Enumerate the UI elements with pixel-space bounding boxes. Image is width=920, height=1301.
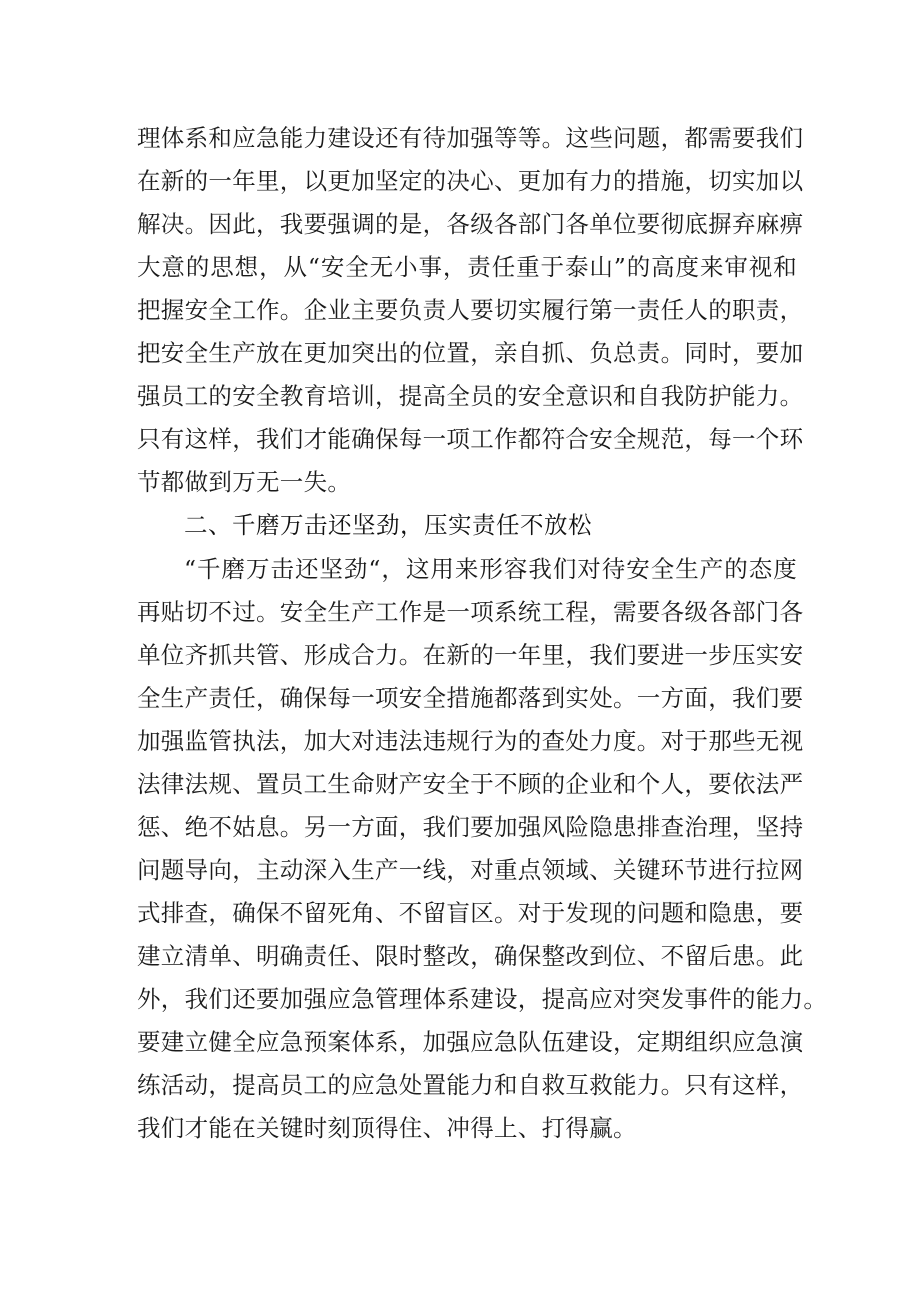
paragraph-line: 节都做到万无一失。: [137, 468, 352, 496]
paragraph-line: 单位齐抓共管、形成合力。在新的一年里，我们要进一步压实安: [137, 641, 804, 669]
paragraph-line: 外，我们还要加强应急管理体系建设，提高应对突发事件的能力。: [137, 985, 828, 1013]
paragraph-line: “千磨万击还坚劲“，这用来形容我们对待安全生产的态度: [184, 555, 797, 583]
paragraph-line: 理体系和应急能力建设还有待加强等等。这些问题，都需要我们: [137, 124, 804, 152]
paragraph-line: 在新的一年里，以更加坚定的决心、更加有力的措施，切实加以: [137, 167, 804, 195]
paragraph-line: 惩、绝不姑息。另一方面，我们要加强风险隐患排查治理，坚持: [137, 813, 804, 841]
section-heading: 二、千磨万击还坚劲，压实责任不放松: [184, 511, 592, 539]
paragraph-line: 强员工的安全教育培训，提高全员的安全意识和自我防护能力。: [137, 382, 804, 410]
paragraph-line: 全生产责任，确保每一项安全措施都落到实处。一方面，我们要: [137, 684, 804, 712]
paragraph-line: 我们才能在关键时刻顶得住、冲得上、打得赢。: [137, 1114, 637, 1142]
paragraph-line: 问题导向，主动深入生产一线，对重点领域、关键环节进行拉网: [137, 856, 804, 884]
paragraph-line: 再贴切不过。安全生产工作是一项系统工程，需要各级各部门各: [137, 598, 804, 626]
paragraph-line: 只有这样，我们才能确保每一项工作都符合安全规范，每一个环: [137, 425, 804, 453]
paragraph-line: 把握安全工作。企业主要负责人要切实履行第一责任人的职责，: [137, 296, 804, 324]
paragraph-line: 大意的思想，从“安全无小事，责任重于泰山”的高度来审视和: [137, 253, 797, 281]
paragraph-line: 把安全生产放在更加突出的位置，亲自抓、负总责。同时，要加: [137, 339, 804, 367]
paragraph-line: 加强监管执法，加大对违法违规行为的查处力度。对于那些无视: [137, 727, 804, 755]
paragraph-line: 法律法规、置员工生命财产安全于不顾的企业和个人，要依法严: [137, 770, 804, 798]
paragraph-line: 要建立健全应急预案体系，加强应急队伍建设，定期组织应急演: [137, 1028, 804, 1056]
paragraph-line: 练活动，提高员工的应急处置能力和自救互救能力。只有这样，: [137, 1071, 804, 1099]
paragraph-line: 建立清单、明确责任、限时整改，确保整改到位、不留后患。此: [137, 942, 804, 970]
paragraph-line: 式排查，确保不留死角、不留盲区。对于发现的问题和隐患，要: [137, 899, 804, 927]
paragraph-line: 解决。因此，我要强调的是，各级各部门各单位要彻底摒弃麻痹: [137, 210, 804, 238]
